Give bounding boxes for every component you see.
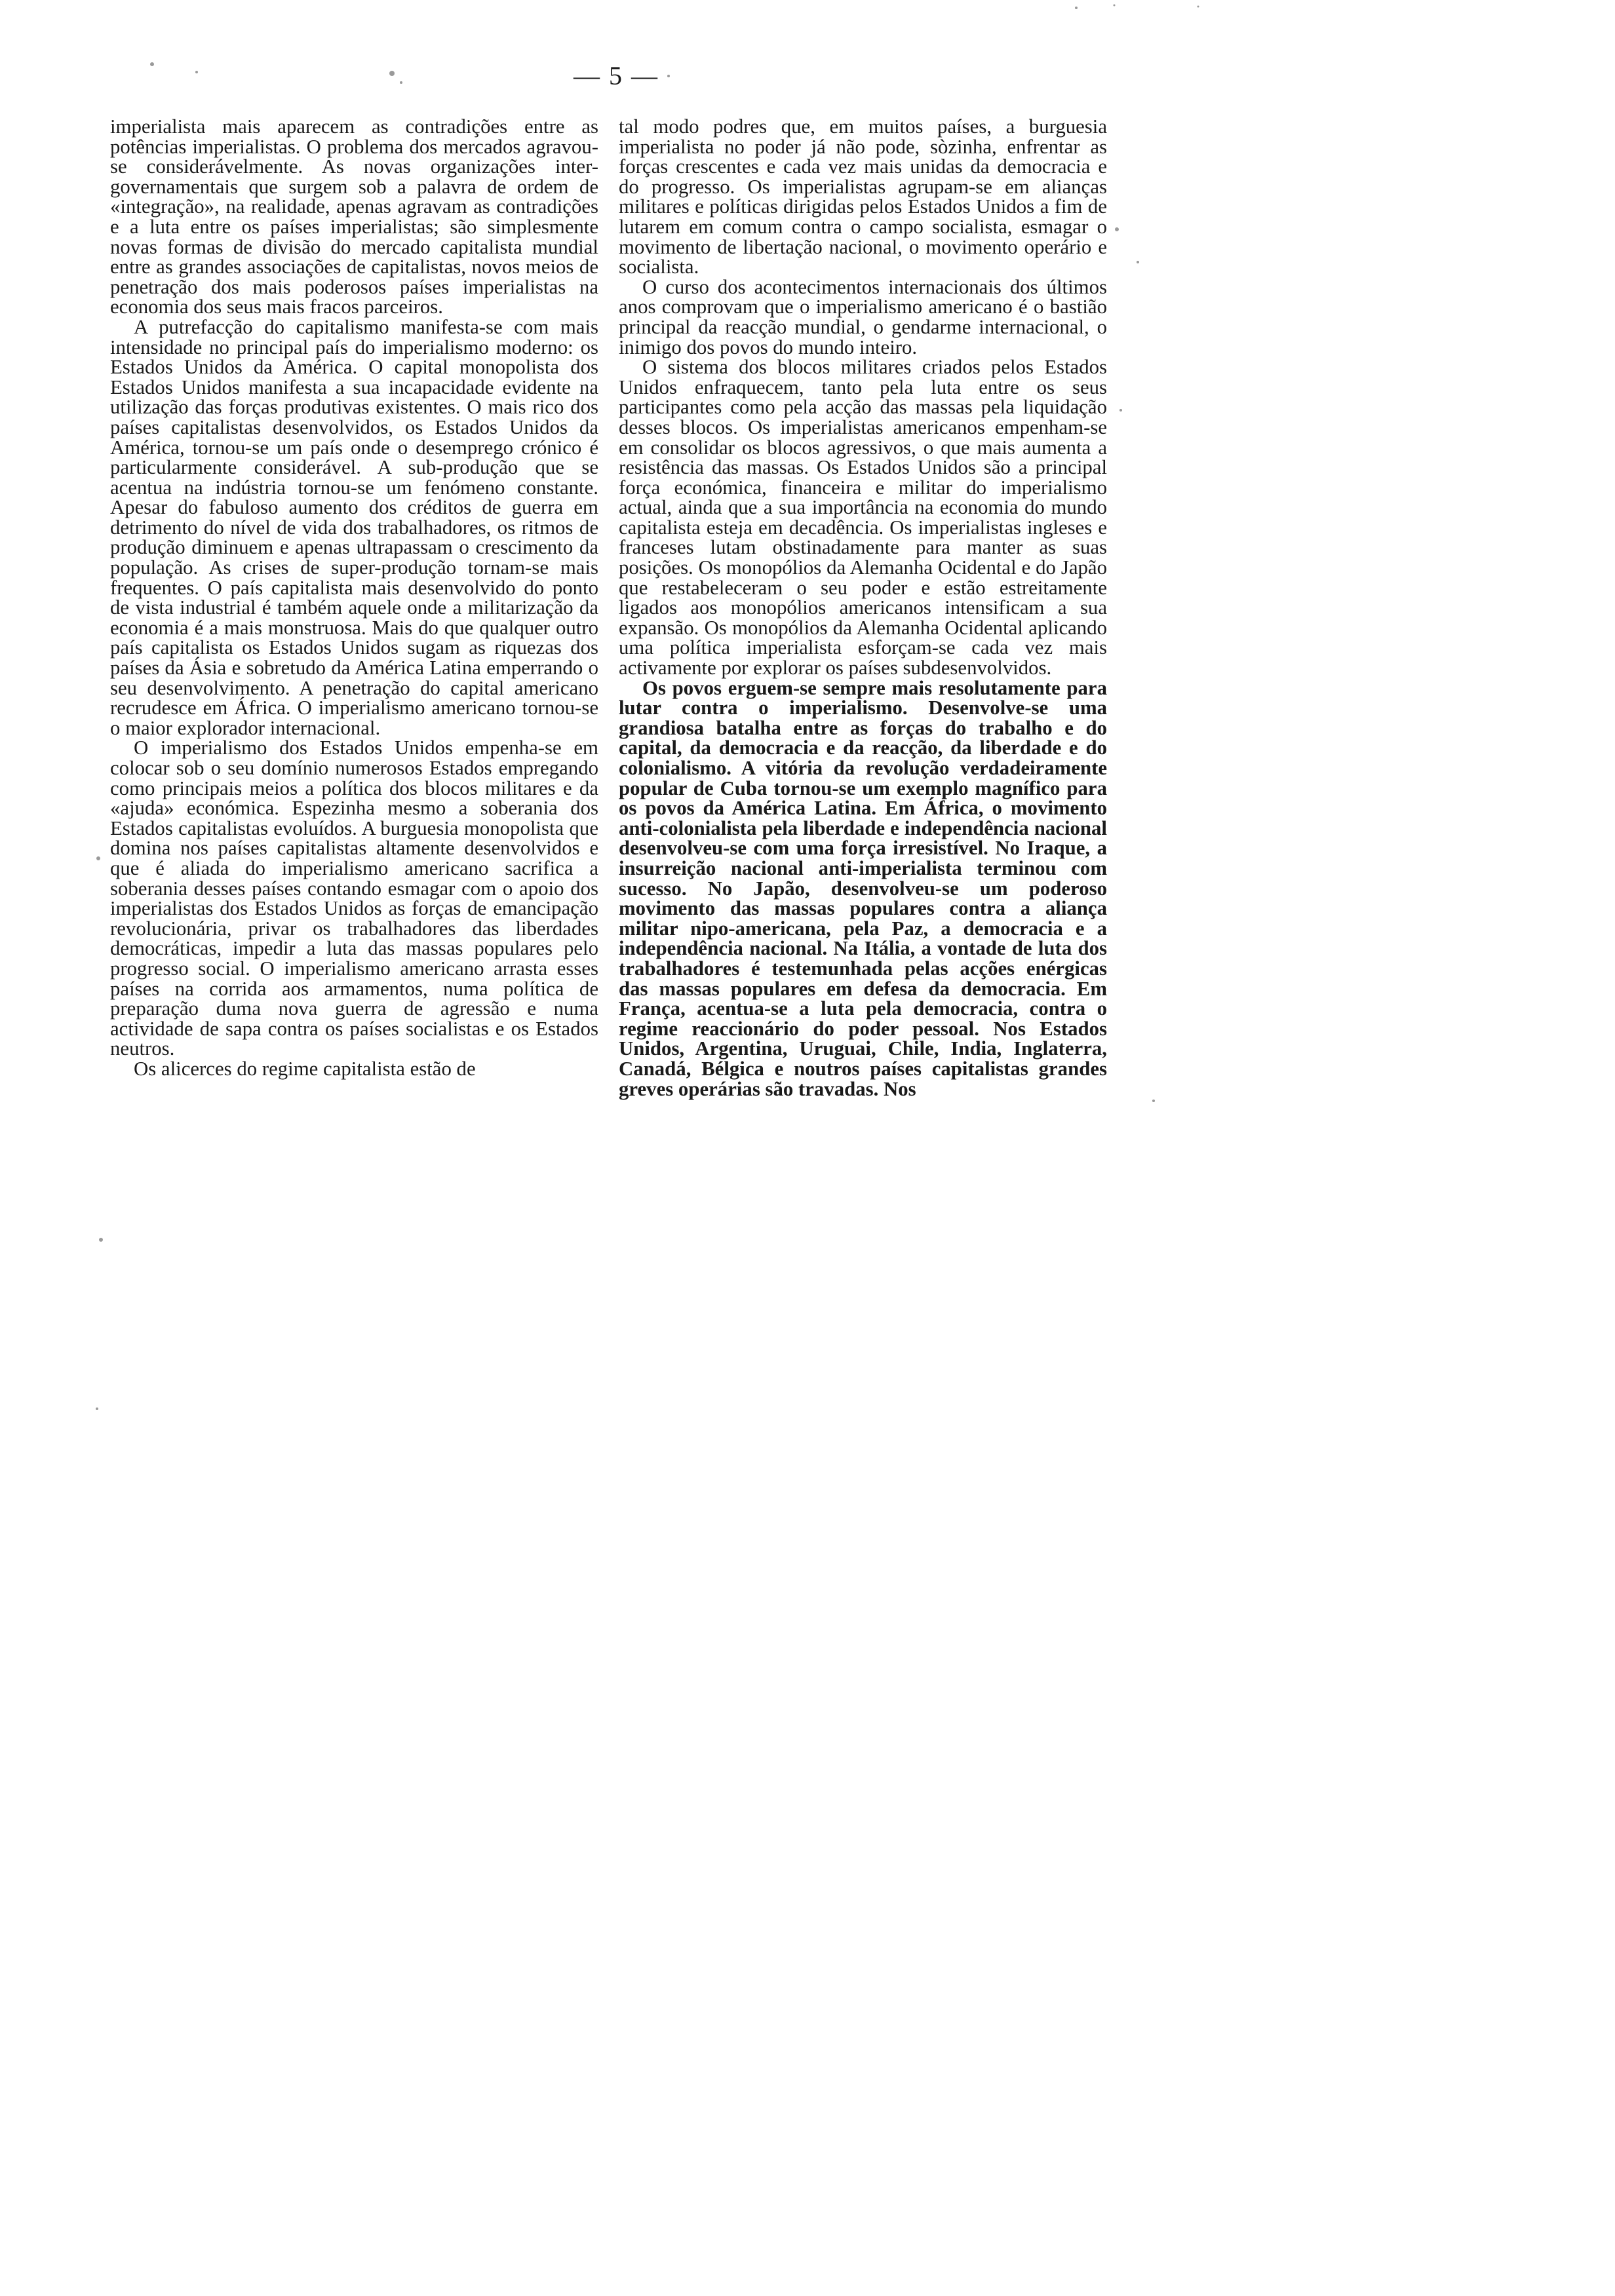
page-number: — 5 — — [574, 61, 659, 90]
left-column — [110, 117, 598, 1079]
right-paragraph-2: O curso dos acontecimentos internacionais dos últimos anos comprovam que o imperialismo americano é o bastião principal da reacção mundial, o gendarme internacional, o inimigo dos povos do mundo inteiro. — [619, 275, 1107, 358]
right-paragraph-4: Os povos erguem-se sempre mais resolutamente para lutar contra o imperialismo. Desenvolve-se uma grandiosa batalha entre as forças do trabalho e do capital, da democracia e da reacção, da liberdade e do colonialismo. A vitória da revolução verdadeiramente popular de Cuba tornou-se um exemplo magnífico para os povos da América Latina. Em África, o movimento anti-colonialista pela liberdade e independência nacional desenvolveu-se com uma força irresistível. No Iraque, a insurreição nacional anti-imperialista terminou com sucesso. No Japão, desenvolveu-se um poderoso movimento das massas populares contra a aliança militar nipo-americana, pela Paz, a democracia e a independência nacional. Na Itália, a vontade de luta dos trabalhadores é testemunhada pelas acções enérgicas das massas populares em defesa da democracia. Em França, acentua-se a luta pela democracia, contra o regime reaccionário do poder pessoal. Nos Estados Unidos, Argentina, Uruguai, Chile, India, Inglaterra, Canadá, Bélgica e noutros países capitalistas grandes greves operárias são travadas. Nos — [619, 676, 1107, 1100]
right-paragraph-1: tal modo podres que, em muitos países, a burguesia imperialista no poder já não pode, sòzinha, enfrentar as forças crescentes e cada vez mais unidas da democracia e do progresso. Os imperialistas agrupam-se em alianças militares e políticas dirigidas pelos Estados Unidos a fim de lutarem em comum contra o campo socialista, esmagar o movimento de libertação nacional, o movimento operário e socialista. — [619, 115, 1107, 278]
left-paragraph-2: A putrefacção do capitalismo manifesta-se com mais intensidade no principal país do imperialismo moderno: os Estados Unidos da América. O capital monopolista dos Estados Unidos manifesta a sua incapacidade evidente na utilização das forças produtivas existentes. O mais rico dos países capitalistas desenvolvidos, os Estados Unidos da América, tornou-se um país onde o desemprego crónico é particularmente considerável. A sub-produção que se acentua na indústria tornou-se um fenómeno constante. Apesar do fabuloso aumento dos créditos de guerra em detrimento do nível de vida dos trabalhadores, os ritmos de produção diminuem e apenas ultrapassam o crescimento da população. As crises de super-produção tornam-se mais frequentes. O país capitalista mais desenvolvido do ponto de vista industrial é também aquele onde a militarização da economia é a mais monstruosa. Mais do que qualquer outro país capitalista os Estados Unidos sugam as riquezas dos países da Ásia e sobretudo da América Latina emperrando o seu desenvolvimento. A penetração do capital americano recrudesce em África. O imperialismo americano tornou-se o maior explorador internacional. — [110, 315, 598, 739]
left-paragraph-1: imperialista mais aparecem as contradições entre as potências imperialistas. O problema dos mercados agravou-se considerávelmente. As novas organizações inter-governamentais que surgem sob a palavra de ordem de «integração», na realidade, apenas agravam as contradições e a luta entre os países imperialistas; são simplesmente novas formas de divisão do mercado capitalista mundial entre as grandes associações de capitalistas, novos meios de penetração dos mais poderosos países imperialistas na economia dos seus mais fracos parceiros. — [110, 115, 598, 318]
right-paragraph-3: O sistema dos blocos militares criados pelos Estados Unidos enfraquecem, tanto pela luta entre os seus participantes como pela acção das massas pela liquidação desses blocos. Os imperialistas americanos empenham-se em consolidar os blocos agressivos, o que mais aumenta a resistência das massas. Os Estados Unidos são a principal força económica, financeira e militar do imperialismo actual, ainda que a sua importância na economia do mundo capitalista esteja em decadência. Os imperialistas ingleses e franceses lutam obstinadamente para manter as suas posições. Os monopólios da Alemanha Ocidental e do Japão que restabeleceram o seu poder e estão estreitamente ligados aos monopólios americanos intensificam a sua expansão. Os monopólios da Alemanha Ocidental aplicando uma política imperialista esforçam-se cada vez mais activamente por explorar os países subdesenvolvidos. — [619, 356, 1107, 679]
left-paragraph-4: Os alicerces do regime capitalista estão de — [134, 1057, 476, 1080]
left-paragraph-3: O imperialismo dos Estados Unidos empenha-se em colocar sob o seu domínio numerosos Estados empregando como principais meios a política dos blocos militares e da «ajuda» económica. Espezinha mesmo a soberania dos Estados capitalistas evoluídos. A burguesia monopolista que domina nos países capitalistas altamente desenvolvidos e que é aliada do imperialismo americano sacrifica a soberania desses países contando esmagar com o apoio dos imperialistas dos Estados Unidos as forças de emancipação revolucionária, privar os trabalhadores das liberdades democráticas, impedir a luta das massas populares pelo progresso social. O imperialismo americano arrasta esses países na corrida aos armamentos, numa política de preparação duma nova guerra de agressão e numa actividade de sapa contra os países socialistas e os Estados neutros. — [110, 737, 598, 1060]
right-column — [619, 117, 1107, 1099]
